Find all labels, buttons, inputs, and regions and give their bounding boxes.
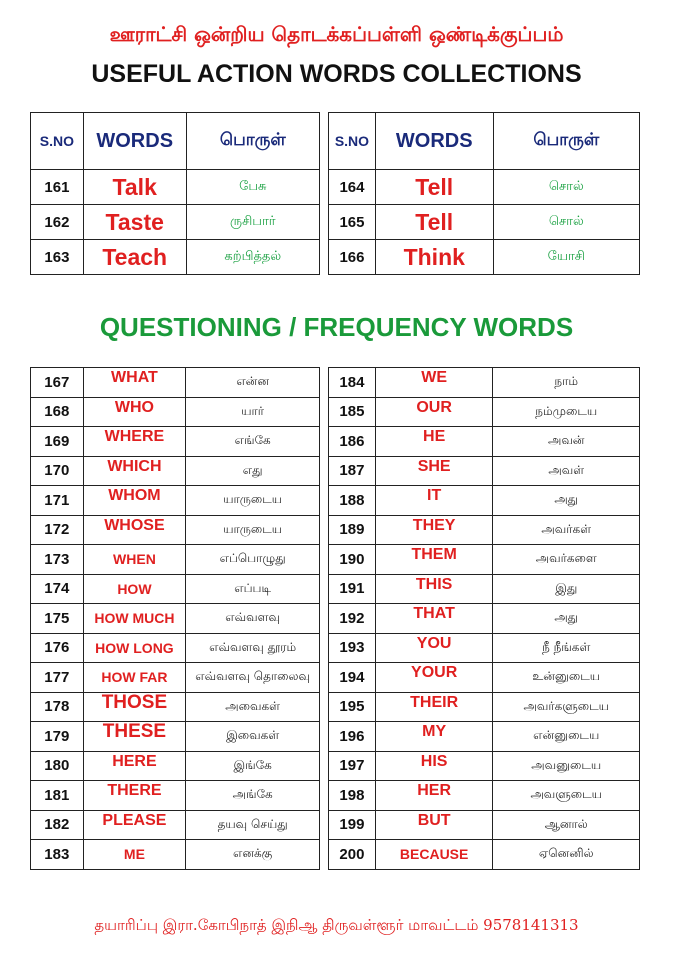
english-word: THEY <box>375 515 493 545</box>
tamil-meaning: இவைகள் <box>186 722 320 752</box>
tamil-meaning: அவர்களுடைய <box>493 692 640 722</box>
serial-number: 166 <box>329 240 376 275</box>
table-row <box>31 545 320 575</box>
tamil-meaning: நாம் <box>493 368 640 398</box>
table-row <box>329 205 640 240</box>
serial-number: 173 <box>31 545 84 575</box>
table-row <box>31 840 320 870</box>
serial-number: 199 <box>329 810 376 840</box>
action-words-table-right <box>328 112 640 275</box>
tamil-meaning: சொல் <box>493 205 639 240</box>
table-row <box>329 515 640 545</box>
table-row <box>329 722 640 752</box>
tamil-meaning: எப்படி <box>186 574 320 604</box>
tamil-meaning: எவ்வளவு தொலைவு <box>186 663 320 693</box>
tamil-meaning: எப்பொழுது <box>186 545 320 575</box>
table-row <box>31 427 320 457</box>
serial-number: 186 <box>329 427 376 457</box>
table-row <box>329 427 640 457</box>
serial-number: 183 <box>31 840 84 870</box>
serial-number: 182 <box>31 810 84 840</box>
english-word: WHERE <box>83 427 186 457</box>
serial-number: 194 <box>329 663 376 693</box>
table-header-row <box>31 113 320 170</box>
table-row <box>31 368 320 398</box>
tamil-meaning: நீ நீங்கள் <box>493 633 640 663</box>
page-title: USEFUL ACTION WORDS COLLECTIONS <box>91 60 582 88</box>
english-word: HOW LONG <box>83 633 186 663</box>
serial-number: 189 <box>329 515 376 545</box>
english-word: YOU <box>375 633 493 663</box>
school-name: ஊராட்சி ஒன்றிய தொடக்கப்பள்ளி ஒண்டிக்குப்பம் <box>109 22 564 46</box>
serial-number: 170 <box>31 456 84 486</box>
table-row <box>31 781 320 811</box>
serial-number: 197 <box>329 751 376 781</box>
table-row <box>329 368 640 398</box>
table-row <box>329 397 640 427</box>
table-row <box>329 663 640 693</box>
table-row <box>329 486 640 516</box>
section-title: QUESTIONING / FREQUENCY WORDS <box>99 312 574 342</box>
serial-number: 169 <box>31 427 84 457</box>
english-word: ME <box>83 840 186 870</box>
tamil-meaning: இங்கே <box>186 751 320 781</box>
table-row <box>329 840 640 870</box>
tamil-meaning: எனக்கு <box>186 840 320 870</box>
serial-number: 175 <box>31 604 84 634</box>
tamil-meaning: என்ன <box>186 368 320 398</box>
table-row <box>31 205 320 240</box>
serial-number: 195 <box>329 692 376 722</box>
table-row <box>329 633 640 663</box>
english-word: HIS <box>375 751 493 781</box>
table-row <box>31 692 320 722</box>
serial-number: 162 <box>31 205 84 240</box>
tamil-meaning: எவ்வளவு <box>186 604 320 634</box>
header-meaning: பொருள் <box>186 113 319 170</box>
serial-number: 193 <box>329 633 376 663</box>
english-word: IT <box>375 486 493 516</box>
english-word: THIS <box>375 574 493 604</box>
tamil-meaning: ஏனெனில் <box>493 840 640 870</box>
english-word: PLEASE <box>83 810 186 840</box>
serial-number: 161 <box>31 170 84 205</box>
tamil-meaning: ஆனால் <box>493 810 640 840</box>
table-row <box>31 574 320 604</box>
english-word: THAT <box>375 604 493 634</box>
english-word: HOW <box>83 574 186 604</box>
serial-number: 178 <box>31 692 84 722</box>
action-words-table-left <box>30 112 320 275</box>
english-word: WHICH <box>83 456 186 486</box>
table-row <box>31 397 320 427</box>
tamil-meaning: அவர்கள் <box>493 515 640 545</box>
table-row <box>31 456 320 486</box>
tamil-meaning: அவைகள் <box>186 692 320 722</box>
serial-number: 167 <box>31 368 84 398</box>
serial-number: 181 <box>31 781 84 811</box>
english-word: WHO <box>83 397 186 427</box>
tamil-meaning: யோசி <box>493 240 639 275</box>
header-words: WORDS <box>375 113 493 170</box>
english-word: WHAT <box>83 368 186 398</box>
table-header-row <box>329 113 640 170</box>
table-row <box>329 751 640 781</box>
footer-credit: தயாரிப்பு இரா.கோபிநாத் இநிஆ திருவள்ளூர் மாவட்டம் 9578141313 <box>94 916 579 934</box>
tamil-meaning: சொல் <box>493 170 639 205</box>
tamil-meaning: என்னுடைய <box>493 722 640 752</box>
tamil-meaning: அது <box>493 604 640 634</box>
english-word: Tell <box>375 205 493 240</box>
english-word: YOUR <box>375 663 493 693</box>
table-row <box>329 692 640 722</box>
english-word: WE <box>375 368 493 398</box>
tamil-meaning: கற்பித்தல் <box>186 240 319 275</box>
serial-number: 164 <box>329 170 376 205</box>
serial-number: 171 <box>31 486 84 516</box>
english-word: Teach <box>83 240 186 275</box>
tamil-meaning: அவன் <box>493 427 640 457</box>
table-row <box>329 604 640 634</box>
english-word: MY <box>375 722 493 752</box>
tamil-meaning: அவர்களை <box>493 545 640 575</box>
serial-number: 168 <box>31 397 84 427</box>
tamil-meaning: எவ்வளவு தூரம் <box>186 633 320 663</box>
header-sno: S.NO <box>31 113 84 170</box>
english-word: Tell <box>375 170 493 205</box>
english-word: HERE <box>83 751 186 781</box>
english-word: WHOM <box>83 486 186 516</box>
table-row <box>31 810 320 840</box>
serial-number: 191 <box>329 574 376 604</box>
english-word: Talk <box>83 170 186 205</box>
english-word: BUT <box>375 810 493 840</box>
serial-number: 165 <box>329 205 376 240</box>
serial-number: 196 <box>329 722 376 752</box>
tamil-meaning: எது <box>186 456 320 486</box>
serial-number: 163 <box>31 240 84 275</box>
english-word: THESE <box>83 722 186 752</box>
english-word: Taste <box>83 205 186 240</box>
tamil-meaning: அது <box>493 486 640 516</box>
serial-number: 198 <box>329 781 376 811</box>
serial-number: 200 <box>329 840 376 870</box>
tamil-meaning: அங்கே <box>186 781 320 811</box>
english-word: SHE <box>375 456 493 486</box>
english-word: OUR <box>375 397 493 427</box>
serial-number: 188 <box>329 486 376 516</box>
english-word: Think <box>375 240 493 275</box>
table-row <box>329 781 640 811</box>
english-word: THEM <box>375 545 493 575</box>
tamil-meaning: யார் <box>186 397 320 427</box>
english-word: HOW MUCH <box>83 604 186 634</box>
table-row <box>329 574 640 604</box>
tamil-meaning: அவனுடைய <box>493 751 640 781</box>
table-row <box>31 170 320 205</box>
serial-number: 176 <box>31 633 84 663</box>
serial-number: 190 <box>329 545 376 575</box>
english-word: WHEN <box>83 545 186 575</box>
serial-number: 187 <box>329 456 376 486</box>
serial-number: 177 <box>31 663 84 693</box>
question-words-table-right <box>328 367 640 870</box>
serial-number: 180 <box>31 751 84 781</box>
english-word: HE <box>375 427 493 457</box>
table-row <box>31 722 320 752</box>
tamil-meaning: எங்கே <box>186 427 320 457</box>
english-word: HER <box>375 781 493 811</box>
tamil-meaning: இது <box>493 574 640 604</box>
serial-number: 174 <box>31 574 84 604</box>
tamil-meaning: நம்முடைய <box>493 397 640 427</box>
tamil-meaning: உன்னுடைய <box>493 663 640 693</box>
tamil-meaning: தயவு செய்து <box>186 810 320 840</box>
tamil-meaning: அவளுடைய <box>493 781 640 811</box>
tamil-meaning: அவள் <box>493 456 640 486</box>
serial-number: 179 <box>31 722 84 752</box>
tamil-meaning: பேசு <box>186 170 319 205</box>
table-row <box>329 545 640 575</box>
tamil-meaning: யாருடைய <box>186 486 320 516</box>
tamil-meaning: யாருடைய <box>186 515 320 545</box>
header-meaning: பொருள் <box>493 113 639 170</box>
serial-number: 192 <box>329 604 376 634</box>
serial-number: 172 <box>31 515 84 545</box>
english-word: THERE <box>83 781 186 811</box>
table-row <box>329 240 640 275</box>
english-word: BECAUSE <box>375 840 493 870</box>
table-row <box>31 240 320 275</box>
header-sno: S.NO <box>329 113 376 170</box>
table-row <box>329 810 640 840</box>
english-word: THOSE <box>83 692 186 722</box>
table-row <box>31 486 320 516</box>
table-row <box>31 751 320 781</box>
english-word: HOW FAR <box>83 663 186 693</box>
table-row <box>329 170 640 205</box>
english-word: THEIR <box>375 692 493 722</box>
serial-number: 185 <box>329 397 376 427</box>
header-words: WORDS <box>83 113 186 170</box>
table-row <box>31 633 320 663</box>
serial-number: 184 <box>329 368 376 398</box>
table-row <box>31 663 320 693</box>
tamil-meaning: ருசிபார் <box>186 205 319 240</box>
question-words-table-left <box>30 367 320 870</box>
table-row <box>31 515 320 545</box>
table-row <box>329 456 640 486</box>
english-word: WHOSE <box>83 515 186 545</box>
table-row <box>31 604 320 634</box>
